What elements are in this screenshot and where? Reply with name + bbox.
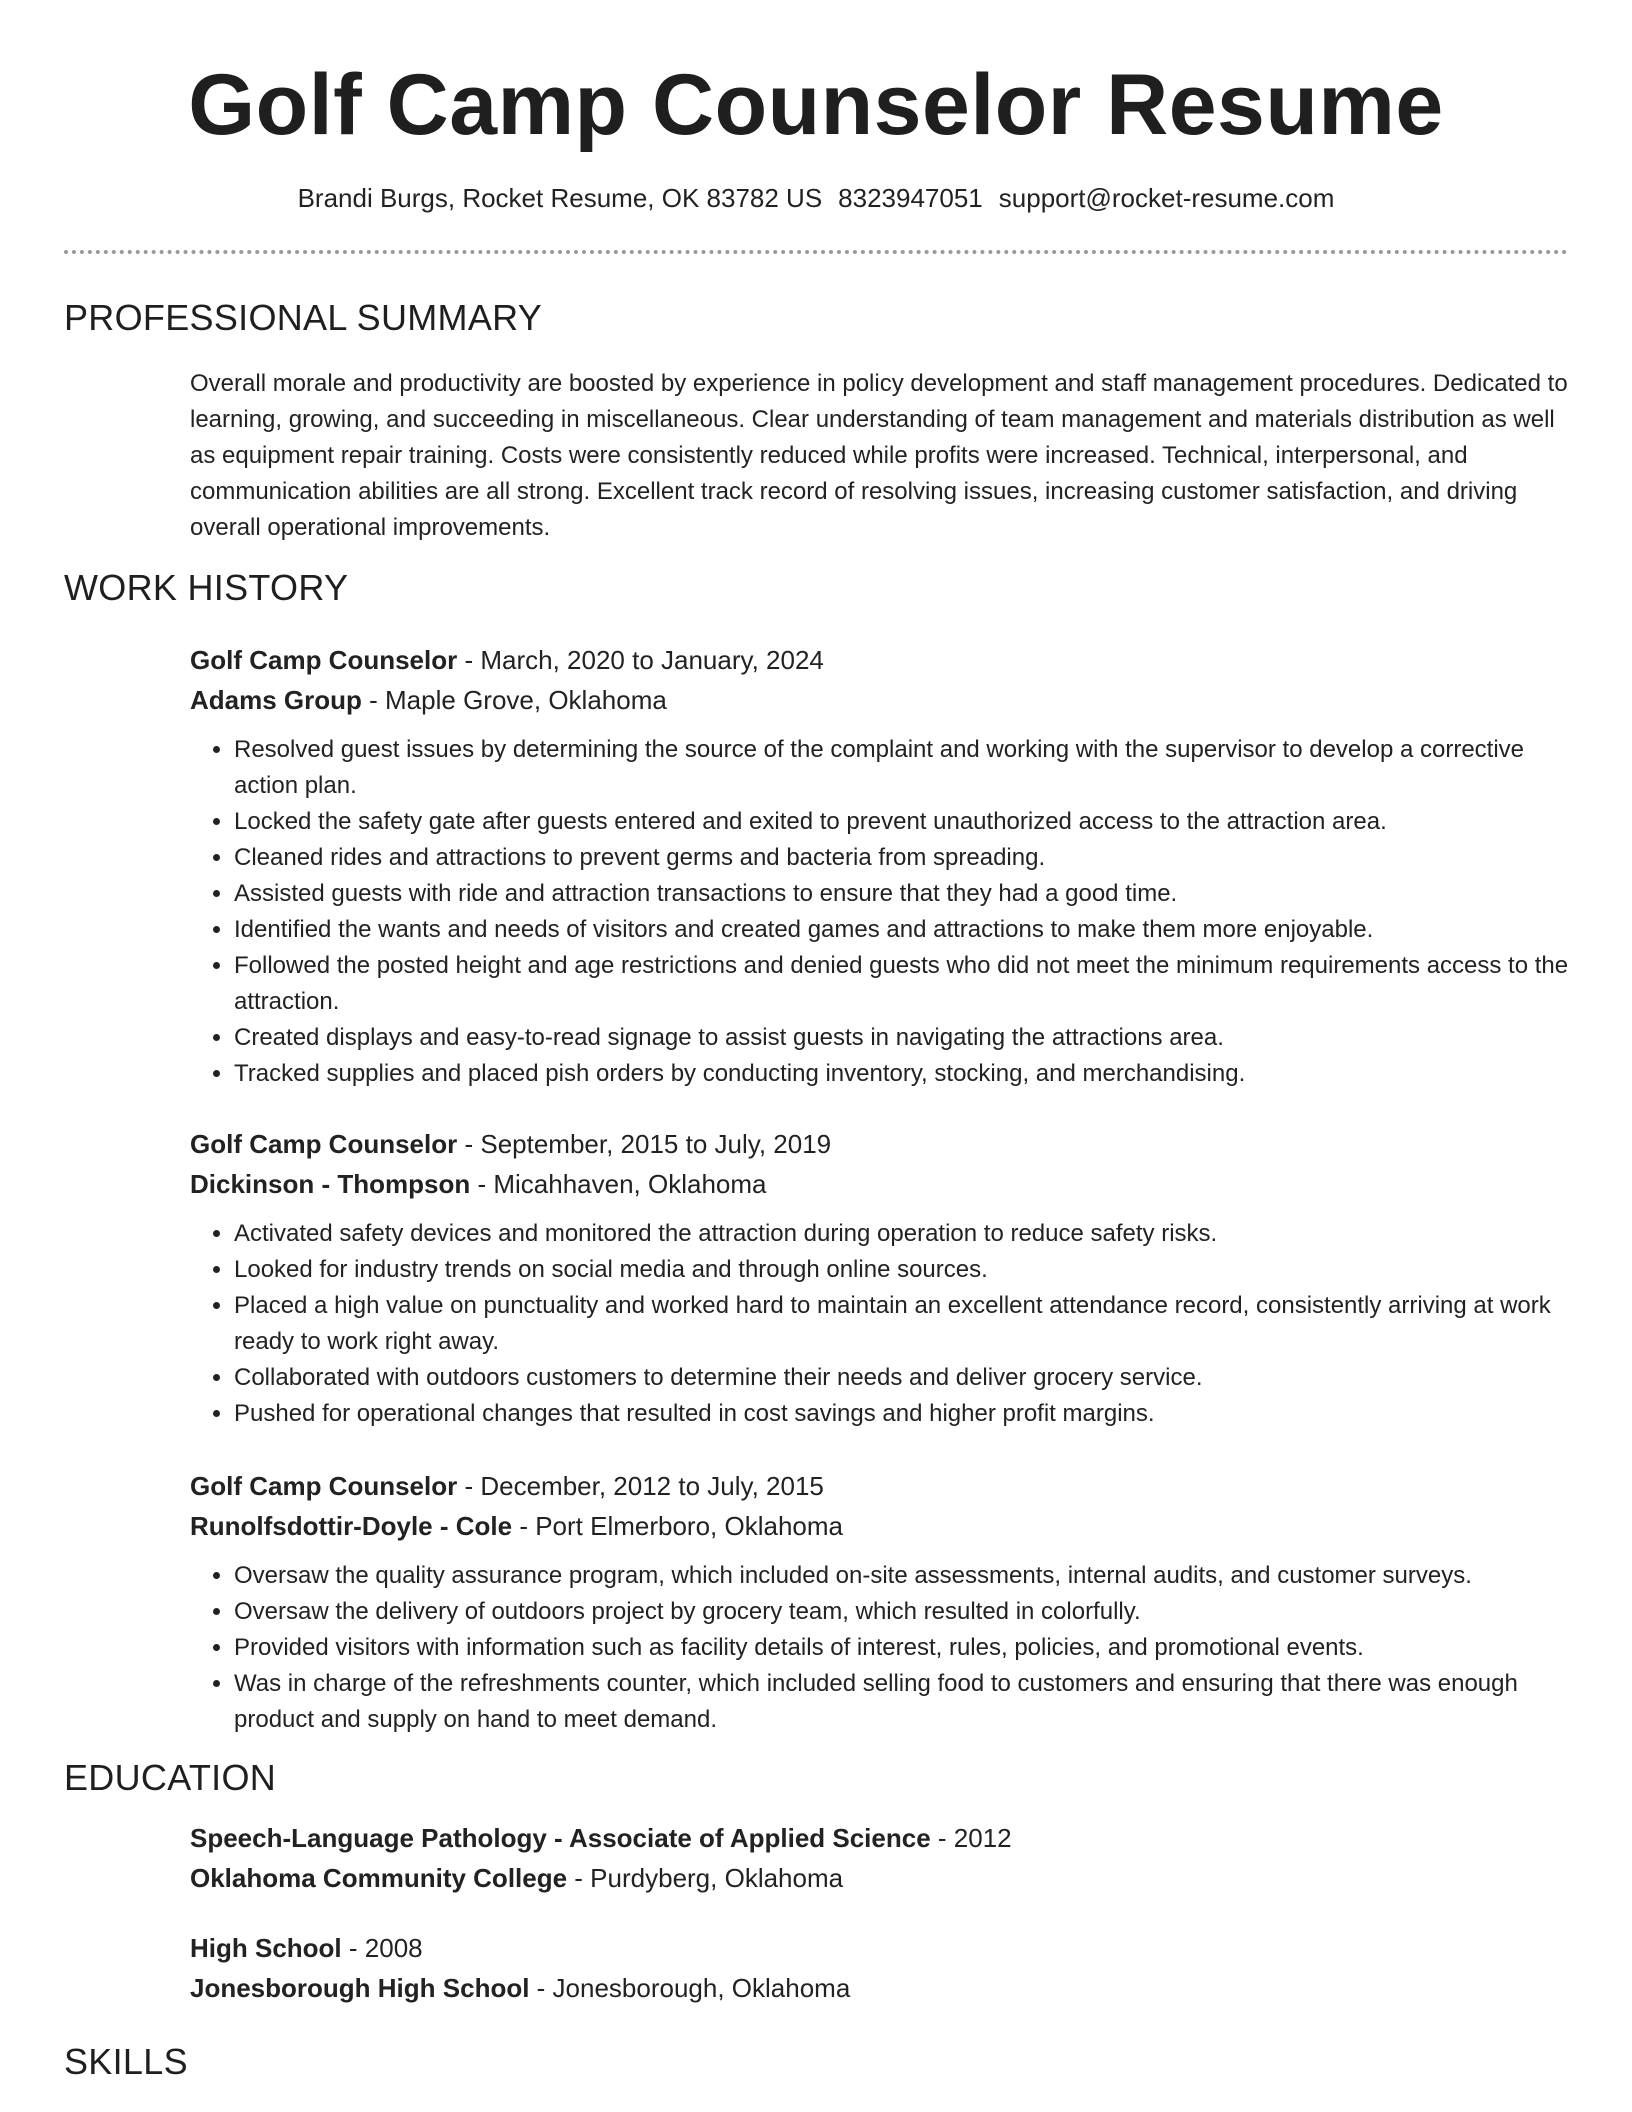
summary-text: Overall morale and productivity are boosted by experience in policy development and staff management procedures. Dedicated to learning, growing, and succeeding in miscellaneous. Clear understanding of team management and materials distribution as well as equipment repair training. Costs were consistently reduced while profits were increased. Technical, interpersonal, and communication abilities are all strong. Excellent track record of resolving issues, increasing customer satisfaction, and driving overall operational improvements. — [190, 370, 1568, 541]
education-degree: Speech-Language Pathology - Associate of Applied Science — [190, 1823, 931, 1853]
job-duty: • Placed a high value on punctuality and worked hard to maintain an excellent attendance record, consistently arriving at work ready to work right away. — [234, 1288, 1580, 1360]
job-duty: • Identified the wants and needs of visitors and created games and attractions to make them more enjoyable. — [234, 912, 1580, 948]
job-duties-list — [190, 1216, 1580, 1432]
job-duty: • Tracked supplies and placed pish orders by conducting inventory, stocking, and merchandising. — [234, 1056, 1580, 1092]
job-role: Golf Camp Counselor — [190, 645, 458, 675]
education-year: - 2008 — [341, 1933, 423, 1963]
job-entry — [190, 1124, 1580, 1432]
job-company-line — [190, 1506, 1580, 1546]
job-company-line — [190, 1164, 1580, 1204]
contact-address: Brandi Burgs, Rocket Resume, OK 83782 US — [297, 183, 823, 213]
job-duty: • Locked the safety gate after guests entered and exited to prevent unauthorized access to the attraction area. — [234, 804, 1580, 840]
education-year: - 2012 — [930, 1823, 1012, 1853]
education-school-line — [190, 1968, 1580, 2008]
job-company: Dickinson - Thompson — [190, 1169, 471, 1199]
job-duty: • Resolved guest issues by determining the source of the complaint and working with the supervisor to develop a corrective action plan. — [234, 732, 1580, 804]
job-entry — [190, 640, 1580, 1092]
contact-email: support@rocket-resume.com — [998, 183, 1335, 213]
header-divider — [64, 250, 1568, 254]
job-duty: • Collaborated with outdoors customers to determine their needs and deliver grocery service. — [234, 1360, 1580, 1396]
job-duties-list — [190, 732, 1580, 1092]
job-role: Golf Camp Counselor — [190, 1129, 458, 1159]
job-company-line — [190, 680, 1580, 720]
job-duty: • Oversaw the delivery of outdoors project by grocery team, which resulted in colorfully. — [234, 1594, 1580, 1630]
job-location: - Micahhaven, Oklahoma — [470, 1169, 767, 1199]
section-title-work-history: WORK HISTORY — [64, 567, 349, 608]
job-entry — [190, 1466, 1580, 1738]
job-duty: • Provided visitors with information such as facility details of interest, rules, policies, and promotional events. — [234, 1630, 1580, 1666]
job-duty: • Cleaned rides and attractions to prevent germs and bacteria from spreading. — [234, 840, 1580, 876]
education-entry — [190, 1818, 1580, 1898]
job-duty: • Oversaw the quality assurance program, which included on-site assessments, internal audits, and customer surveys. — [234, 1558, 1580, 1594]
education-location: - Jonesborough, Oklahoma — [529, 1973, 851, 2003]
job-duty: • Was in charge of the refreshments counter, which included selling food to customers and ensuring that there was enough product and supply on hand to meet demand. — [234, 1666, 1580, 1738]
job-location: - Maple Grove, Oklahoma — [361, 685, 667, 715]
job-duty: • Followed the posted height and age restrictions and denied guests who did not meet the minimum requirements access to the attraction. — [234, 948, 1580, 1020]
job-company: Runolfsdottir-Doyle - Cole — [190, 1511, 513, 1541]
education-entry — [190, 1928, 1580, 2008]
education-degree-line — [190, 1928, 1580, 1968]
contact-line — [0, 180, 1632, 216]
job-company: Adams Group — [190, 685, 362, 715]
education-school: Jonesborough High School — [190, 1973, 530, 2003]
job-role: Golf Camp Counselor — [190, 1471, 458, 1501]
job-duty: • Pushed for operational changes that resulted in cost savings and higher profit margins. — [234, 1396, 1580, 1432]
job-duties-list — [190, 1558, 1580, 1738]
job-title-line — [190, 640, 1580, 680]
section-title-summary: PROFESSIONAL SUMMARY — [64, 297, 543, 338]
section-title-education: EDUCATION — [64, 1757, 277, 1798]
resume-title: Golf Camp Counselor Resume — [188, 57, 1444, 153]
job-location: - Port Elmerboro, Oklahoma — [512, 1511, 843, 1541]
education-degree-line — [190, 1818, 1580, 1858]
job-title-line — [190, 1124, 1580, 1164]
job-title-line — [190, 1466, 1580, 1506]
education-school-line — [190, 1858, 1580, 1898]
education-school: Oklahoma Community College — [190, 1863, 568, 1893]
job-duty: • Looked for industry trends on social media and through online sources. — [234, 1252, 1580, 1288]
education-degree: High School — [190, 1933, 342, 1963]
contact-phone: 8323947051 — [838, 183, 983, 213]
section-title-skills: SKILLS — [64, 2041, 188, 2082]
job-duty: • Assisted guests with ride and attraction transactions to ensure that they had a good time. — [234, 876, 1580, 912]
job-dates: - December, 2012 to July, 2015 — [457, 1471, 824, 1501]
job-dates: - September, 2015 to July, 2019 — [457, 1129, 832, 1159]
job-dates: - March, 2020 to January, 2024 — [457, 645, 824, 675]
education-location: - Purdyberg, Oklahoma — [567, 1863, 844, 1893]
job-duty: • Activated safety devices and monitored the attraction during operation to reduce safety risks. — [234, 1216, 1580, 1252]
job-duty: • Created displays and easy-to-read signage to assist guests in navigating the attractions area. — [234, 1020, 1580, 1056]
